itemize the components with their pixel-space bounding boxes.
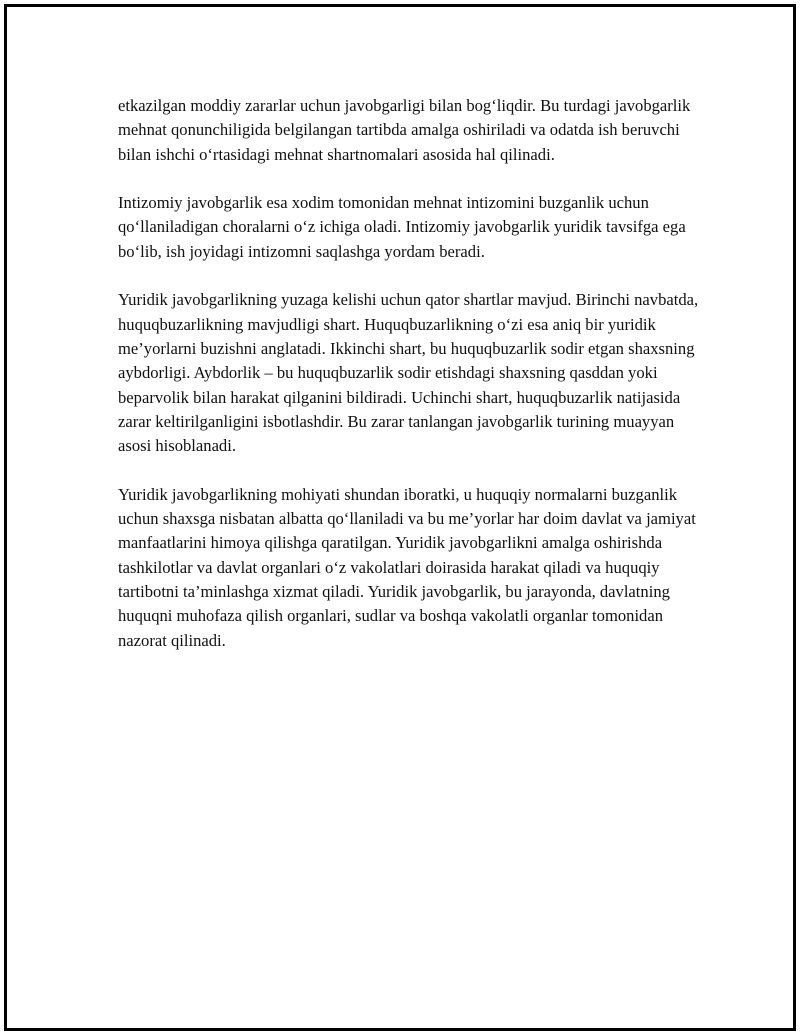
- paragraph: etkazilgan moddiy zararlar uchun javobgarligi bilan bog‘liqdir. Bu turdagi javobgarlik mehnat qonunchiligida belgilangan tartibda amalga oshiriladi va odatda ish beruvchi bilan ishchi o‘rtasidagi mehnat shartnomalari asosida hal qilinadi.: [118, 96, 691, 164]
- paragraph: Yuridik javobgarlikning yuzaga kelishi uchun qator shartlar mavjud. Birinchi navbatda, huquqbuzarlikning mavjudligi shart. Huquqbuzarlikning o‘zi esa aniq bir yuridik me’yorlarni buzishni anglatadi. Ikkinchi shart, bu huquqbuzarlik sodir etgan shaxsning aybdorligi. Aybdorlik – bu huquqbuzarlik sodir etishdagi shaxsning qasddan yoki beparvolik bilan harakat qilganini bildiradi. Uchinchi shart, huquqbuzarlik natijasida zarar keltirilganligini isbotlashdir. Bu zarar tanlangan javobgarlik turining muayyan asosi hisoblanadi.: [118, 290, 699, 456]
- paragraph: Intizomiy javobgarlik esa xodim tomonidan mehnat intizomini buzganlik uchun qo‘llaniladigan choralarni o‘z ichiga oladi. Intizomiy javobgarlik yuridik tavsifga ega bo‘lib, ish joyidagi intizomni saqlashga yordam beradi.: [118, 193, 686, 261]
- document-body: [118, 94, 700, 677]
- paragraph: Yuridik javobgarlikning mohiyati shundan iboratki, u huquqiy normalarni buzganlik uchun shaxsga nisbatan albatta qo‘llaniladi va bu me’yorlar har doim davlat va jamiyat manfaatlarini himoya qilishga qaratilgan. Yuridik javobgarlikni amalga oshirishda tashkilotlar va davlat organlari o‘z vakolatlari doirasida harakat qiladi va huquqiy tartibotni ta’minlashga xizmat qiladi. Yuridik javobgarlik, bu jarayonda, davlatning huquqni muhofaza qilish organlari, sudlar va boshqa vakolatli organlar tomonidan nazorat qilinadi.: [118, 484, 696, 650]
